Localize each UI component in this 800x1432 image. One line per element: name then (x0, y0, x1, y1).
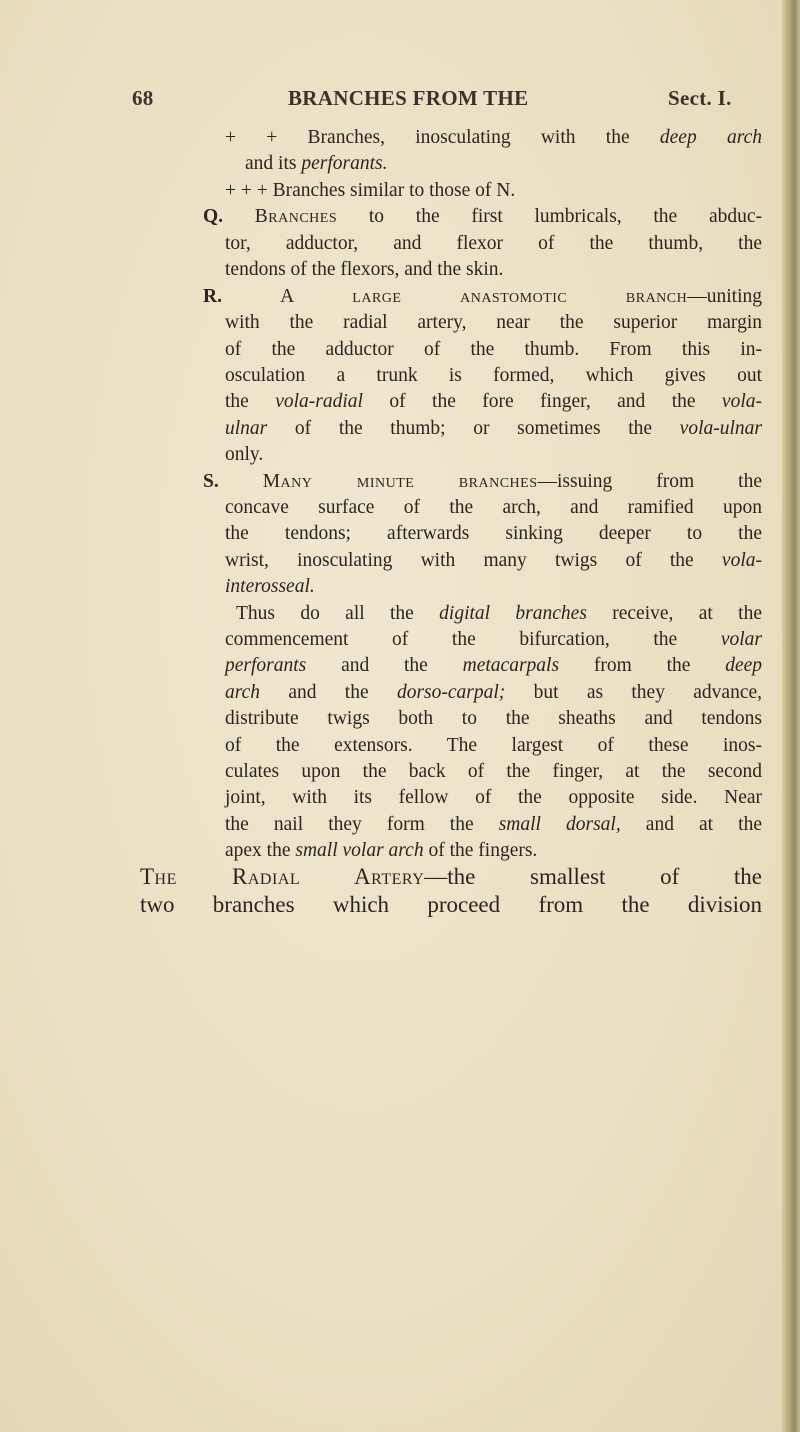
running-title: BRANCHES FROM THE (288, 86, 529, 110)
book-binding-edge (782, 0, 800, 1432)
text-line: only. (225, 444, 264, 465)
text-line: ulnar of the thumb; or sometimes the vola-ulnar (225, 418, 762, 439)
text-line: concave surface of the arch, and ramified upon (225, 497, 762, 518)
text-line: culates upon the back of the finger, at the second (225, 761, 762, 782)
text-line: arch and the dorso-carpal; but as they advance, (225, 682, 763, 703)
text-line: Q. Branches to the first lumbricals, the abduc- (203, 206, 763, 227)
text-line: with the radial artery, near the superior margin (225, 312, 762, 333)
text-line: apex the small volar arch of the fingers. (225, 840, 538, 861)
text-line: the tendons; afterwards sinking deeper to the (225, 523, 762, 544)
text-line: wrist, inosculating with many twigs of the vola- (225, 550, 762, 571)
text-line: S. Many minute branches—issuing from the (203, 471, 762, 492)
text-line: joint, with its fellow of the opposite side. Near (225, 787, 762, 808)
page-number: 68 (132, 86, 154, 110)
text-line: commencement of the bifurcation, the volar (225, 629, 762, 650)
text-line: and its perforants. (245, 153, 388, 174)
text-line: + + + Branches similar to those of N. (225, 180, 516, 201)
text-line: tor, adductor, and flexor of the thumb, the (225, 233, 762, 254)
section-label: Sect. I. (668, 86, 732, 110)
text-line: R. A large anastomotic branch—uniting (203, 286, 762, 307)
text-line: + + Branches, inosculating with the deep arch (225, 127, 762, 148)
text-line: of the extensors. The largest of these inos- (225, 735, 762, 756)
text-line: Thus do all the digital branches receive, at the (236, 603, 762, 624)
text-line: osculation a trunk is formed, which gives out (225, 365, 762, 386)
text-line: tendons of the flexors, and the skin. (225, 259, 504, 280)
text-line: of the adductor of the thumb. From this in- (225, 339, 762, 360)
text-line: The Radial Artery—the smallest of the (140, 864, 762, 889)
text-line: two branches which proceed from the division (140, 892, 762, 917)
text-line: the nail they form the small dorsal, and at the (225, 814, 762, 835)
text-line: interosseal. (225, 576, 315, 597)
text-line: perforants and the metacarpals from the deep (225, 655, 763, 676)
text-line: distribute twigs both to the sheaths and tendons (225, 708, 762, 729)
text-line: the vola-radial of the fore finger, and the vola- (225, 391, 762, 412)
